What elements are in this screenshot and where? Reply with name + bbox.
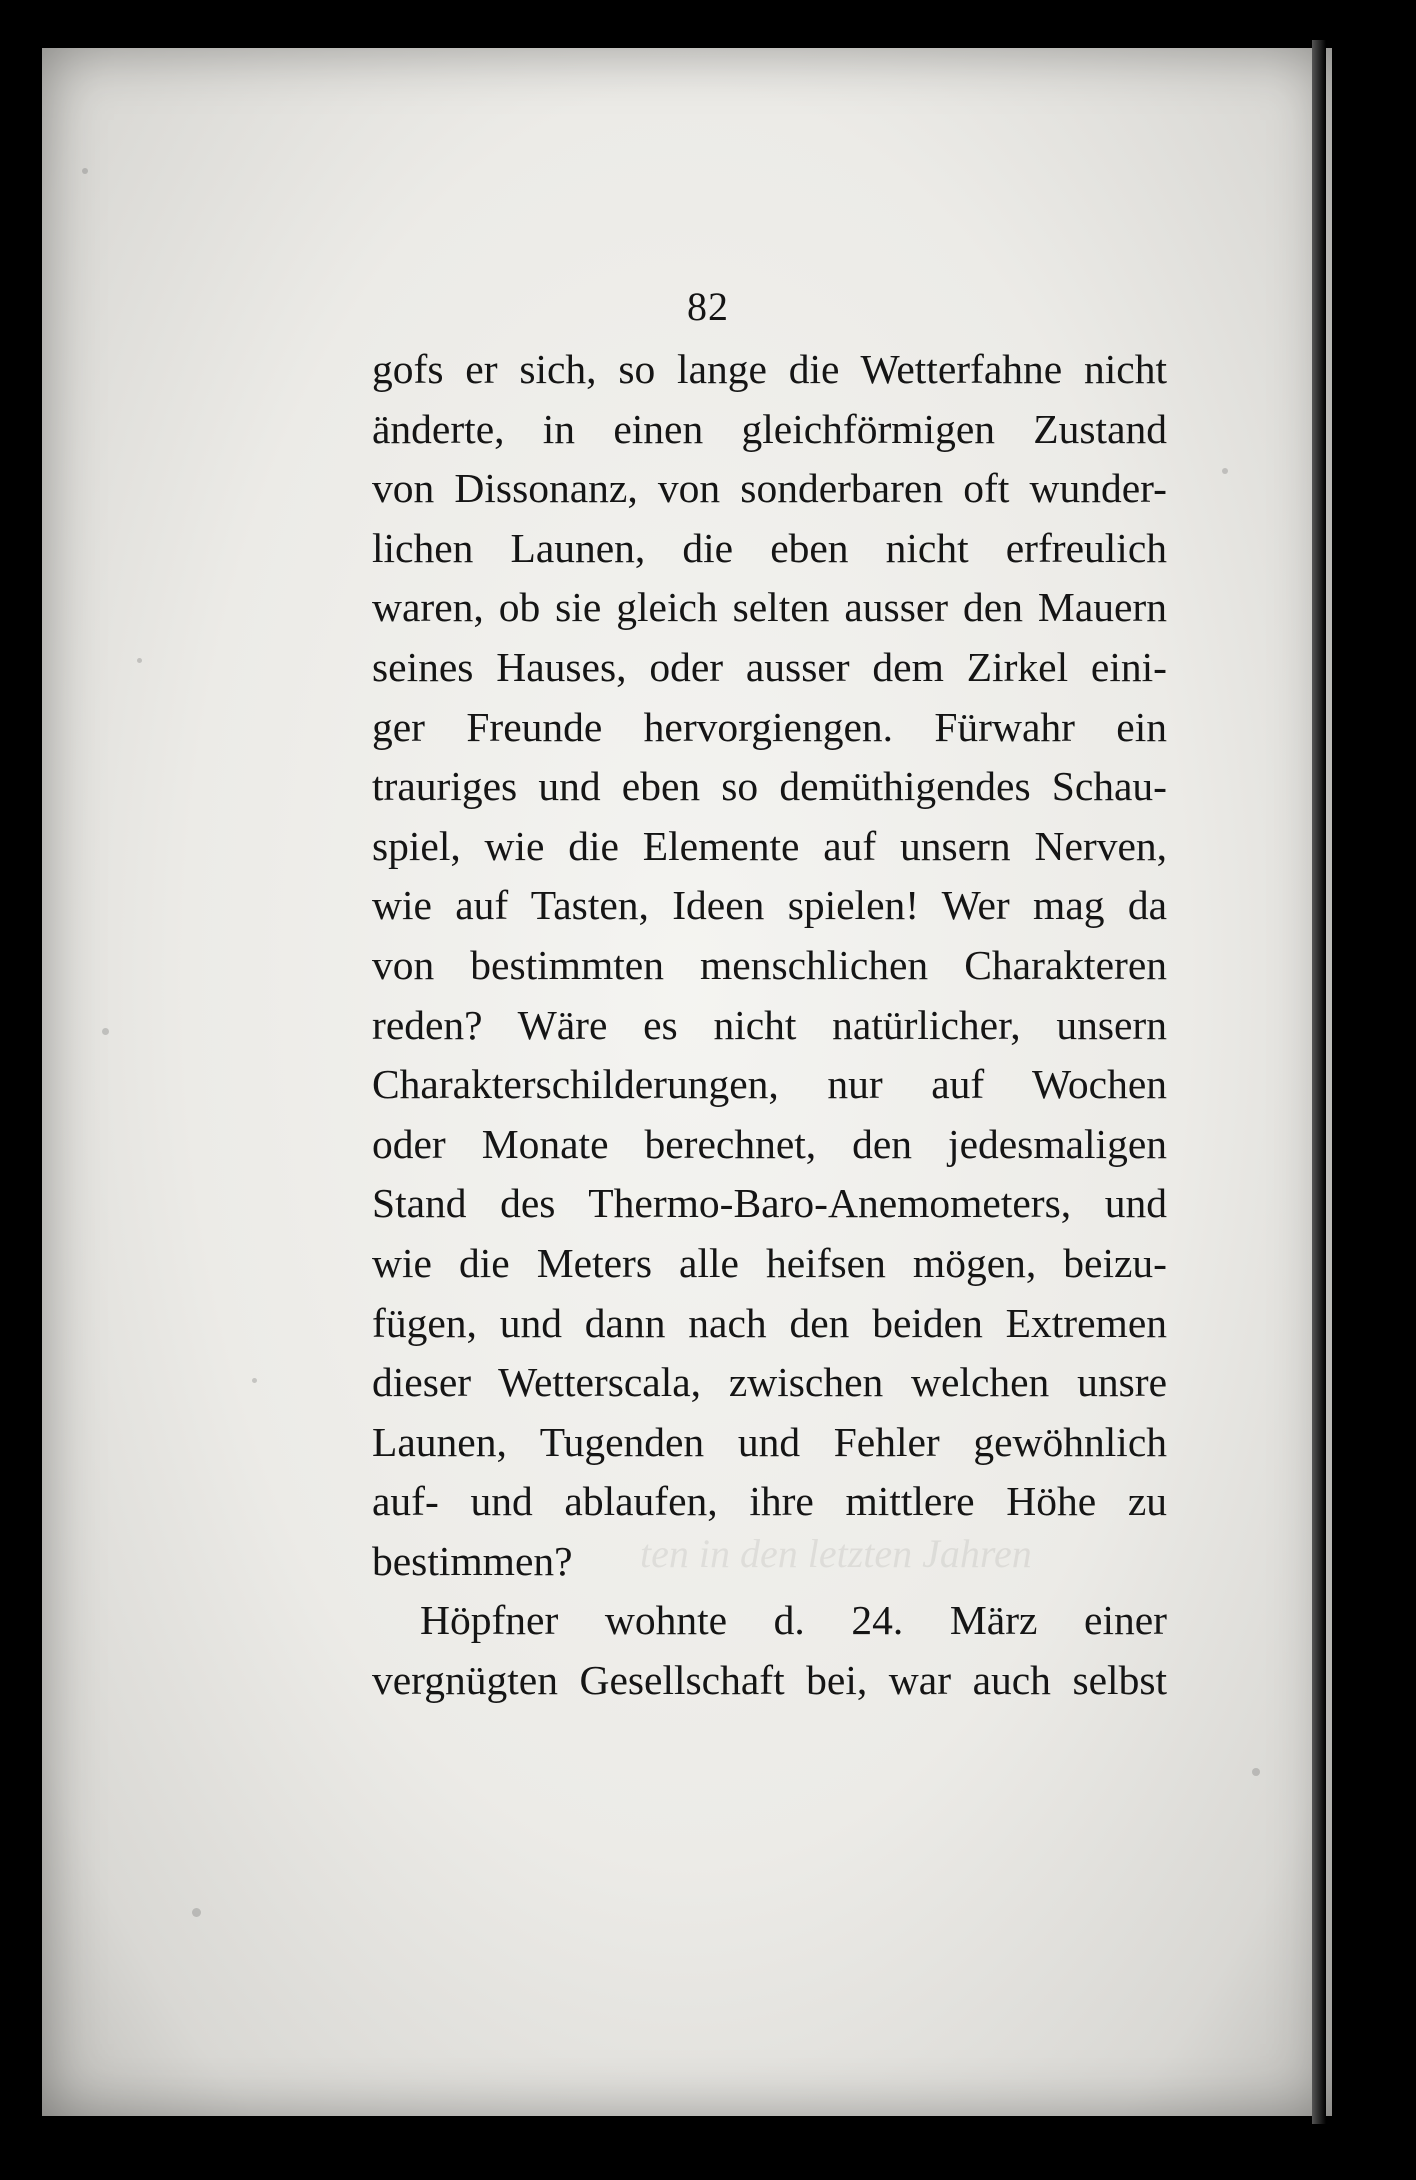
text-line: trauriges und eben so demüthigendes Schau- xyxy=(372,763,1167,810)
page-number: 82 xyxy=(687,284,729,329)
text-line: vergnügten Gesellschaft bei, war auch selbst xyxy=(372,1657,1167,1704)
paper-speck xyxy=(1222,468,1228,474)
text-line: seines Hauses, oder ausser dem Zirkel eini- xyxy=(372,643,1167,690)
text-line: reden? Wäre es nicht natürlicher, unsern xyxy=(372,1001,1167,1048)
text-line: wie auf Tasten, Ideen spielen! Wer mag da xyxy=(372,882,1167,929)
body-text xyxy=(372,340,1167,1711)
text-line: dieser Wetterscala, zwischen welchen unsre xyxy=(372,1359,1167,1406)
text-line: änderte, in einen gleichförmigen Zustand xyxy=(372,405,1167,452)
page-edge xyxy=(1312,40,1326,2124)
paper-speck xyxy=(1252,1768,1260,1776)
paper-speck xyxy=(82,168,88,174)
text-line: gofs er sich, so lange die Wetterfahne nicht xyxy=(372,346,1167,392)
text-line: von Dissonanz, von sonderbaren oft wunder- xyxy=(372,465,1167,512)
show-through-text: ten in den letzten Jahren xyxy=(640,1531,1032,1576)
text-line-paragraph-start: Höpfner wohnte d. 24. März einer xyxy=(420,1597,1167,1644)
text-line: Launen, Tugenden und Fehler gewöhnlich xyxy=(372,1418,1167,1465)
paper-speck xyxy=(192,1908,201,1917)
text-line: Charakterschilderungen, nur auf Wochen xyxy=(372,1061,1167,1108)
text-line: fügen, und dann nach den beiden Extremen xyxy=(372,1299,1167,1346)
paper-speck xyxy=(252,1378,257,1383)
paper-speck xyxy=(102,1028,109,1035)
text-line: auf- und ablaufen, ihre mittlere Höhe zu xyxy=(372,1478,1167,1525)
text-line: lichen Launen, die eben nicht erfreulich xyxy=(372,524,1167,571)
text-line: spiel, wie die Elemente auf unsern Nerven, xyxy=(372,822,1167,869)
text-line: waren, ob sie gleich selten ausser den Mauern xyxy=(372,584,1167,631)
paper-speck xyxy=(137,658,142,663)
text-line: oder Monate berechnet, den jedesmaligen xyxy=(372,1120,1167,1167)
text-line: wie die Meters alle heifsen mögen, beizu- xyxy=(372,1239,1167,1286)
text-line: von bestimmten menschlichen Charakteren xyxy=(372,941,1167,988)
text-line: Stand des Thermo-Baro-Anemometers, und xyxy=(372,1180,1167,1227)
text-line-paragraph-end: bestimmen? xyxy=(372,1537,573,1584)
text-line: ger Freunde hervorgiengen. Fürwahr ein xyxy=(372,703,1167,750)
